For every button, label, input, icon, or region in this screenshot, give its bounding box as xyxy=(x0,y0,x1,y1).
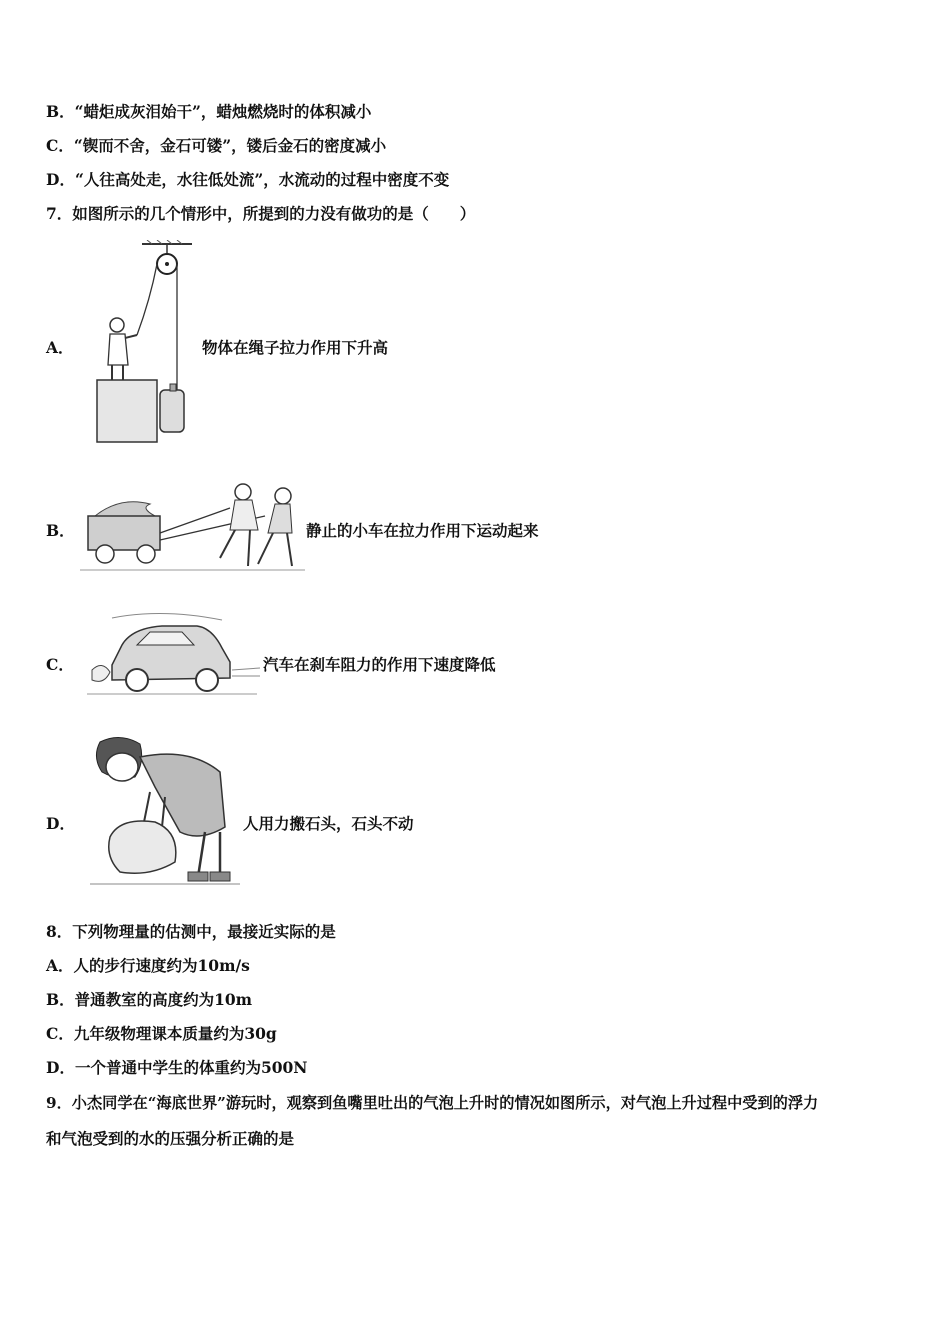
prev-option-d: D．“人往高处走，水往低处流”，水流动的过程中密度不变 xyxy=(46,170,450,189)
q7-option-d-letter: D． xyxy=(46,814,75,833)
q9-stem-line-1: 9．小杰同学在“海底世界”游玩时，观察到鱼嘴里吐出的气泡上升时的情况如图所示，对气泡上升过程中受到的浮力 xyxy=(46,1094,819,1112)
prev-option-b: B．“蜡炬成灰泪始干”，蜡烛燃烧时的体积减小 xyxy=(46,102,372,121)
prev-option-c: C．“锲而不舍，金石可镂”，镂后金石的密度减小 xyxy=(46,136,387,155)
car-braking-illustration xyxy=(82,610,262,702)
q7-option-a-caption: 物体在绳子拉力作用下升高 xyxy=(202,338,389,357)
person-lifting-rock-illustration xyxy=(80,732,240,890)
q7-option-d-caption: 人用力搬石头，石头不动 xyxy=(243,814,414,833)
q7-stem: 7．如图所示的几个情形中，所提到的力没有做功的是（ ） xyxy=(46,204,476,223)
q7-option-b-letter: B． xyxy=(46,521,75,540)
q7-option-c-caption: 汽车在刹车阻力的作用下速度降低 xyxy=(263,655,496,674)
q8-option-a: A．人的步行速度约为10m/s xyxy=(46,956,250,975)
q8-stem: 8．下列物理量的估测中，最接近实际的是 xyxy=(46,922,336,941)
q7-option-c-letter: C． xyxy=(46,655,74,674)
q8-option-d: D．一个普通中学生的体重约为500N xyxy=(46,1058,308,1077)
q8-option-c: C．九年级物理课本质量约为30g xyxy=(46,1024,277,1043)
q9-stem-line-2: 和气泡受到的水的压强分析正确的是 xyxy=(46,1129,295,1148)
q8-option-b: B．普通教室的高度约为10m xyxy=(46,990,253,1009)
q7-option-b-caption: 静止的小车在拉力作用下运动起来 xyxy=(306,521,539,540)
children-pulling-cart-illustration xyxy=(80,478,305,578)
q7-option-a-letter: A． xyxy=(46,338,74,357)
pulley-lift-illustration xyxy=(92,240,202,445)
